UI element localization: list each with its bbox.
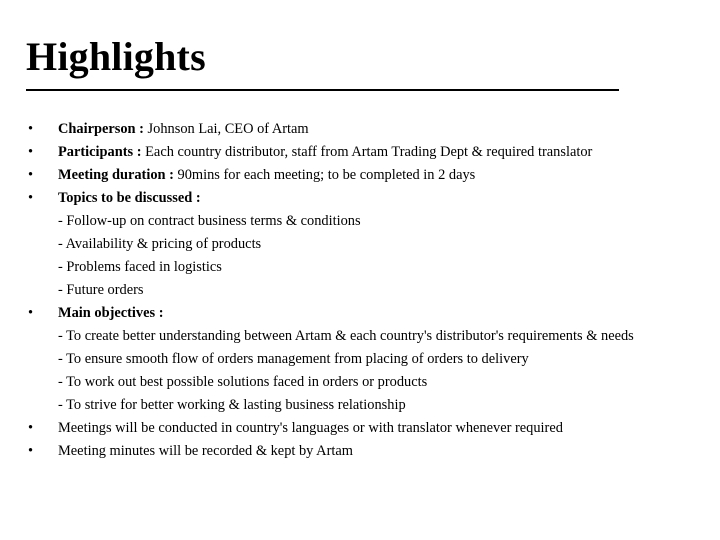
objective-text: - To strive for better working & lasting business relationship [58,397,406,413]
main-objectives-label: Main objectives : [58,305,164,321]
topic-line [28,279,668,302]
bullet-marker: • [28,420,34,436]
bullet-marker: • [28,121,34,137]
slide-body [28,118,668,463]
bullet-marker: • [28,167,34,183]
topic-line [28,233,668,256]
topic-text: - Problems faced in logistics [58,259,222,275]
objective-text: - To ensure smooth flow of orders management from placing of orders to delivery [58,351,529,367]
bullet-marker: • [28,190,34,206]
meeting-duration-label: Meeting duration : [58,167,174,183]
objective-text: - To work out best possible solutions faced in orders or products [58,374,428,390]
objective-line [28,394,668,417]
objective-line [28,348,668,371]
participants-value: Each country distributor, staff from Artam Trading Dept & required translator [141,144,593,160]
topic-line [28,210,668,233]
bullet-marker: • [28,144,34,160]
languages-text: Meetings will be conducted in country's languages or with translator whenever required [58,420,563,436]
bullet-languages [28,417,668,440]
bullet-marker: • [28,443,34,459]
bullet-marker: • [28,305,34,321]
objective-text: - To create better understanding between Artam & each country's distributor's requirements & needs [58,328,634,344]
title-underline [26,89,619,91]
bullet-participants [28,141,668,164]
meeting-duration-value: 90mins for each meeting; to be completed in 2 days [173,167,476,183]
objective-line [28,371,668,394]
chairperson-value: Johnson Lai, CEO of Artam [143,121,309,137]
topic-text: - Future orders [58,282,144,298]
bullet-minutes [28,440,668,463]
slide-title: Highlights [26,34,206,79]
bullet-topics [28,187,668,210]
bullet-meeting-duration [28,164,668,187]
topics-label: Topics to be discussed : [58,190,201,206]
objective-line [28,325,668,348]
participants-label: Participants : [58,144,142,160]
topic-line [28,256,668,279]
minutes-text: Meeting minutes will be recorded & kept by Artam [58,443,353,459]
bullet-main-objectives [28,302,668,325]
topic-text: - Follow-up on contract business terms & conditions [58,213,361,229]
chairperson-label: Chairperson : [58,121,144,137]
topic-text: - Availability & pricing of products [58,236,262,252]
bullet-chairperson [28,118,668,141]
